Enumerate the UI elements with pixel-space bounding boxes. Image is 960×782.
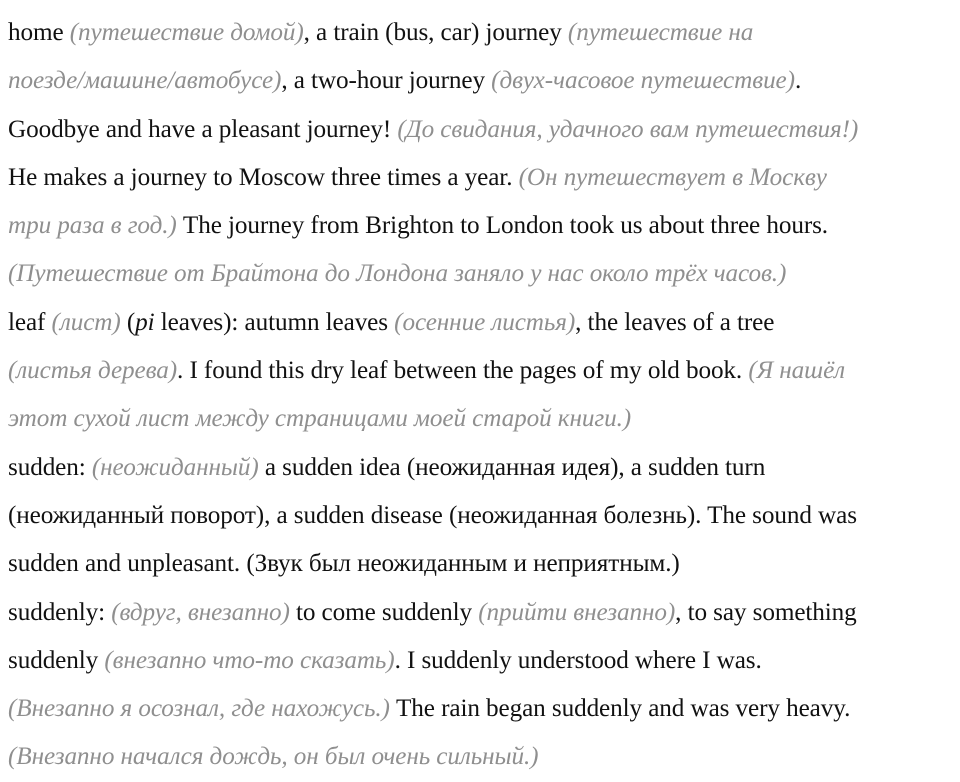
russian-translation: этот сухой лист между страницами моей старой книги.): [8, 405, 632, 433]
english-text: a sudden idea (неожиданная идея), a sudden turn: [258, 453, 766, 481]
english-text: sudden:: [8, 453, 92, 481]
text-line: [8, 9, 958, 57]
russian-translation: (До свидания, удачного вам путешествия!): [397, 115, 859, 143]
russian-translation: (прийти внезапно): [478, 598, 676, 626]
english-text: to come suddenly: [289, 598, 479, 626]
text-line: [8, 299, 958, 347]
text-line: [8, 347, 958, 395]
russian-translation: (внезапно что-то сказать): [104, 646, 395, 674]
text-line: [8, 154, 958, 202]
vocabulary-text-block: [8, 9, 958, 782]
text-line: [8, 492, 958, 540]
russian-translation: (вдруг, внезапно): [111, 598, 290, 626]
english-text: (неожиданный поворот), a sudden disease (неожиданная болезнь). The sound was: [8, 501, 857, 529]
text-line: [8, 589, 958, 637]
text-line: [8, 733, 958, 781]
russian-translation: (Путешествие от Брайтона до Лондона заняло у нас около трёх часов.): [8, 260, 787, 288]
english-text: home: [8, 19, 70, 46]
plural-abbreviation: pi: [135, 308, 155, 336]
english-text: Goodbye and have a pleasant journey!: [8, 115, 398, 143]
english-text: , a two-hour journey: [281, 67, 492, 95]
russian-translation: три раза в год.): [8, 212, 177, 240]
russian-translation: (листья дерева): [8, 357, 178, 385]
text-line: [8, 685, 958, 733]
english-text: .: [794, 67, 802, 95]
english-text: leaves): autumn leaves: [154, 308, 395, 336]
text-line: [8, 202, 958, 250]
russian-translation: (путешествие домой): [69, 19, 304, 46]
english-text: . I found this dry leaf between the pages of my old book.: [177, 357, 749, 385]
text-line: [8, 540, 958, 588]
russian-translation: (Внезапно я осознал, где нахожусь.): [8, 695, 390, 723]
russian-translation: (осенние листья): [394, 308, 576, 336]
text-line: [8, 106, 958, 154]
english-text: He makes a journey to Moscow three times a year.: [8, 163, 519, 191]
english-text: . I suddenly understood where I was.: [394, 646, 762, 674]
english-text: suddenly:: [8, 598, 112, 626]
english-text: , a train (bus, car) journey: [303, 19, 568, 46]
russian-translation: (путешествие на: [567, 19, 754, 46]
text-line: [8, 57, 958, 105]
english-text: The journey from Brighton to London took us about three hours.: [176, 212, 829, 240]
russian-translation: (неожиданный): [91, 453, 259, 481]
text-line: [8, 395, 958, 443]
russian-translation: поезде/машине/автобусе): [8, 67, 282, 95]
text-line: [8, 637, 958, 685]
english-text: , the leaves of a tree: [575, 308, 775, 336]
russian-translation: (лист): [51, 308, 121, 336]
text-line: [8, 444, 958, 492]
english-text: (: [120, 308, 136, 336]
russian-translation: (Я нашёл: [748, 357, 846, 385]
english-text: , to say something: [675, 598, 857, 626]
english-text: suddenly: [8, 646, 105, 674]
english-text: leaf: [8, 308, 52, 336]
russian-translation: (Внезапно начался дождь, он был очень сильный.): [8, 743, 539, 771]
english-text: sudden and unpleasant. (Звук был неожиданным и неприятным.): [8, 550, 680, 578]
russian-translation: (двух-часовое путешествие): [491, 67, 795, 95]
text-line: [8, 250, 958, 298]
english-text: The rain began suddenly and was very heavy.: [389, 695, 851, 723]
russian-translation: (Он путешествует в Москву: [518, 163, 827, 191]
